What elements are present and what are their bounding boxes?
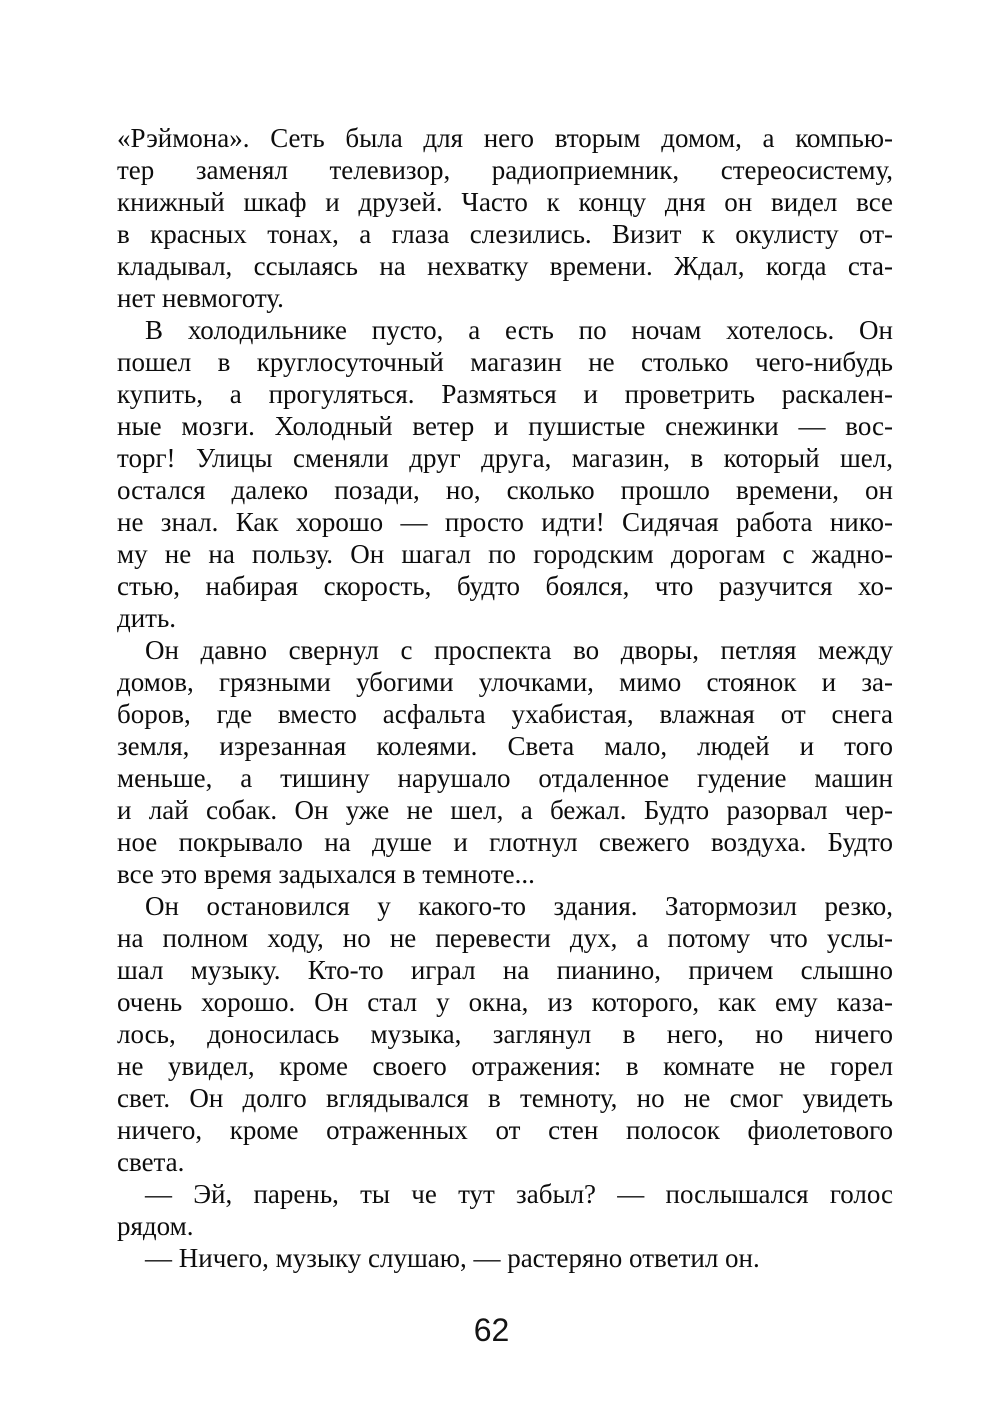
text-line: книжный шкаф и друзей. Часто к концу дня он видел все — [117, 187, 893, 217]
text-line: земля, изрезанная колеями. Света мало, людей и того — [117, 731, 893, 761]
text-line: очень хорошо. Он стал у окна, из которого, как ему каза- — [117, 987, 893, 1017]
text-line: торг! Улицы сменяли друг друга, магазин, в который шел, — [117, 443, 893, 473]
text-line: В холодильнике пусто, а есть по ночам хотелось. Он — [145, 315, 893, 345]
text-line: ные мозги. Холодный ветер и пушистые снежинки — вос- — [117, 411, 893, 441]
paragraph — [117, 122, 893, 314]
paragraph — [117, 890, 893, 1178]
paragraph — [117, 314, 893, 634]
text-line: дить. — [117, 603, 177, 633]
paragraph — [117, 1178, 893, 1242]
paragraph — [117, 1242, 893, 1274]
text-line: не увидел, кроме своего отражения: в комнате не горел — [117, 1051, 893, 1081]
text-line: му не на пользу. Он шагал по городским дорогам с жадно- — [117, 539, 893, 569]
text-line: — Ничего, музыку слушаю, — растеряно ответил он. — [145, 1243, 760, 1273]
text-line: — Эй, парень, ты че тут забыл? — послышался голос — [145, 1179, 893, 1209]
text-line: «Рэймона». Сеть была для него вторым домом, а компью- — [117, 123, 893, 153]
text-line: боров, где вместо асфальта ухабистая, влажная от снега — [117, 699, 893, 729]
text-line: шал музыку. Кто-то играл на пианино, причем слышно — [117, 955, 893, 985]
page-text — [117, 122, 893, 1274]
text-line: лось, доносилась музыка, заглянул в него, но ничего — [117, 1019, 893, 1049]
text-line: рядом. — [117, 1211, 194, 1241]
text-line: света. — [117, 1147, 185, 1177]
text-line: в красных тонах, а глаза слезились. Визит к окулисту от- — [117, 219, 893, 249]
text-line: свет. Он долго вглядывался в темноту, но не смог увидеть — [117, 1083, 893, 1113]
text-line: купить, а прогуляться. Размяться и проветрить раскален- — [117, 379, 893, 409]
text-line: и лай собак. Он уже не шел, а бежал. Будто разорвал чер- — [117, 795, 893, 825]
page-number: 62 — [473, 1312, 510, 1348]
text-line: тер заменял телевизор, радиоприемник, стереосистему, — [117, 155, 893, 185]
text-line: не знал. Как хорошо — просто идти! Сидячая работа нико- — [117, 507, 893, 537]
text-line: все это время задыхался в темноте... — [117, 859, 535, 889]
text-line: нет невмоготу. — [117, 283, 284, 313]
text-line: остался далеко позади, но, сколько прошло времени, он — [117, 475, 893, 505]
text-line: стью, набирая скорость, будто боялся, что разучится хо- — [117, 571, 893, 601]
text-line: домов, грязными убогими улочками, мимо стоянок и за- — [117, 667, 893, 697]
text-line: ничего, кроме отраженных от стен полосок фиолетового — [117, 1115, 893, 1145]
text-line: ное покрывало на душе и глотнул свежего воздуха. Будто — [117, 827, 893, 857]
text-line: кладывал, ссылаясь на нехватку времени. Ждал, когда ста- — [117, 251, 893, 281]
text-line: Он давно свернул с проспекта во дворы, петляя между — [145, 635, 893, 665]
text-line: пошел в круглосуточный магазин не столько чего-нибудь — [117, 347, 893, 377]
paragraph — [117, 634, 893, 890]
text-line: Он остановился у какого-то здания. Затормозил резко, — [145, 891, 893, 921]
text-line: меньше, а тишину нарушало отдаленное гудение машин — [117, 763, 893, 793]
text-line: на полном ходу, но не перевести дух, а потому что услы- — [117, 923, 893, 953]
